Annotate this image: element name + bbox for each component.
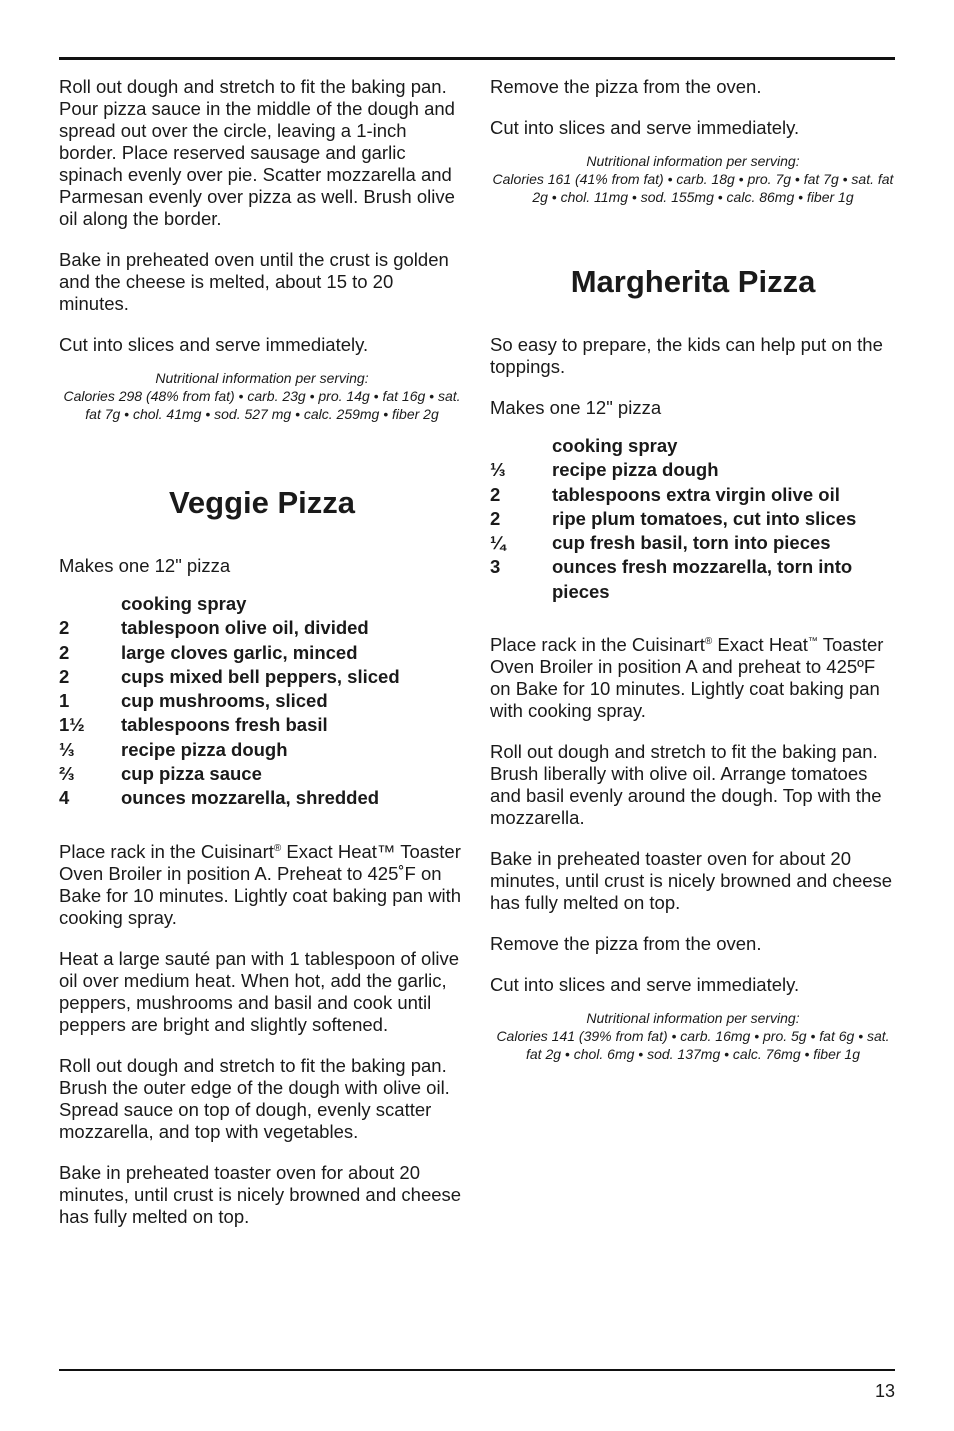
- ingredient-row: 3 ounces fresh mozzarella, torn into pieces: [490, 556, 853, 602]
- method-paragraph: Remove the pizza from the oven.: [490, 933, 762, 955]
- nutrition-label: Nutritional information per serving:: [586, 153, 800, 169]
- ingredient-row: 2 ripe plum tomatoes, cut into slices: [490, 507, 857, 529]
- method-paragraph: Cut into slices and serve immediately.: [490, 974, 800, 996]
- method-paragraph: Bake in preheated toaster oven for about 20 minutes, until crust is nicely browned and cheese has fully melted on top.: [59, 1161, 462, 1227]
- ingredient-row: ⅔ cup pizza sauce: [59, 763, 262, 785]
- method-paragraph: Roll out dough and stretch to fit the baking pan. Brush liberally with olive oil. Arrange tomatoes and basil evenly around the dough. Top with the mozzarella.: [490, 741, 882, 829]
- top-rule: [59, 57, 895, 60]
- recipe-title-margherita: Margherita Pizza: [570, 264, 816, 299]
- intro-text: So easy to prepare, the kids can help put on the toppings.: [490, 334, 883, 377]
- method-paragraph: Bake in preheated oven until the crust is golden and the cheese is melted, about 15 to 20 minutes.: [59, 249, 449, 314]
- ingredient-row: ⅓ recipe pizza dough: [59, 738, 288, 760]
- ingredient-row: 2 cups mixed bell peppers, sliced: [59, 665, 400, 687]
- method-paragraph: Cut into slices and serve immediately.: [59, 334, 369, 355]
- ingredient-row: cooking spray: [121, 593, 247, 614]
- ingredient-row: 2 tablespoon olive oil, divided: [59, 617, 369, 639]
- nutrition-label: Nutritional information per serving:: [155, 370, 369, 386]
- recipe-title-veggie: Veggie Pizza: [168, 485, 356, 520]
- left-column: [59, 76, 465, 1247]
- method-paragraph: Place rack in the Cuisinart® Exact Heat™ Toaster Oven Broiler in position A and preheat to 425ºF on Bake for 10 minutes. Lightly coat baking pan with cooking spray.: [490, 634, 884, 722]
- ingredient-row: 2 tablespoons extra virgin olive oil: [490, 483, 840, 505]
- ingredient-row: ¼ cup fresh basil, torn into pieces: [490, 532, 831, 554]
- method-paragraph: Cut into slices and serve immediately.: [490, 117, 800, 138]
- method-paragraph: Roll out dough and stretch to fit the baking pan. Brush the outer edge of the dough with olive oil. Spread sauce on top of dough, evenly scatter mozzarella, and top with vegetables.: [59, 1054, 450, 1142]
- nutrition-info: [490, 1009, 896, 1063]
- ingredient-list-margherita: [490, 434, 896, 604]
- nutrition-label: Nutritional information per serving:: [586, 1010, 800, 1027]
- method-paragraph: Heat a large sauté pan with 1 tablespoon of olive oil over medium heat. When hot, add the garlic, peppers, mushrooms and basil and cook until peppers are bright and slightly softened.: [59, 947, 460, 1035]
- ingredient-row: 2 large cloves garlic, minced: [59, 641, 358, 663]
- method-paragraph: Roll out dough and stretch to fit the baking pan. Pour pizza sauce in the middle of the dough and spread out over the circle, leaving a 1-inch border. Place reserved sausage and garlic spinach evenly over pie. Scatter mozzarella and Parmesan evenly over pizza as well. Brush olive oil along the border.: [59, 76, 455, 229]
- bottom-rule: [59, 1369, 895, 1371]
- yield-text: Makes one 12" pizza: [59, 555, 231, 576]
- nutrition-info: [490, 152, 896, 206]
- yield-text: Makes one 12" pizza: [490, 397, 662, 418]
- nutrition-text: Calories 298 (48% from fat) • carb. 23g • pro. 14g • fat 16g • sat. fat 7g • chol. 41mg • sod. 527 mg • calc. 259mg • fiber 2g: [63, 388, 461, 422]
- ingredient-row: ⅓ recipe pizza dough: [490, 459, 719, 481]
- page-number: 13: [874, 1381, 895, 1401]
- right-column: [490, 76, 896, 1063]
- nutrition-text: Calories 161 (41% from fat) • carb. 18g • pro. 7g • fat 7g • sat. fat 2g • chol. 11mg • sod. 155mg • calc. 86mg • fiber 1g: [492, 171, 894, 205]
- ingredient-list-veggie: [59, 592, 465, 811]
- ingredient-row: 1 cup mushrooms, sliced: [59, 690, 328, 712]
- ingredient-row: 4 ounces mozzarella, shredded: [59, 787, 380, 809]
- ingredient-row: cooking spray: [552, 435, 678, 456]
- method-paragraph: Place rack in the Cuisinart® Exact Heat™ Toaster Oven Broiler in position A. Preheat to 425˚F on Bake for 10 minutes. Lightly coat baking pan with cooking spray.: [59, 840, 462, 928]
- method-paragraph: Remove the pizza from the oven.: [490, 76, 762, 97]
- nutrition-text: Calories 141 (39% from fat) • carb. 16mg • pro. 5g • fat 6g • sat. fat 2g • chol. 6mg • sod. 137mg • calc. 76mg • fiber 1g: [496, 1028, 890, 1063]
- nutrition-info: [59, 369, 465, 423]
- ingredient-row: 1½ tablespoons fresh basil: [59, 714, 328, 736]
- method-paragraph: Bake in preheated toaster oven for about 20 minutes, until crust is nicely browned and cheese has fully melted on top.: [490, 848, 893, 914]
